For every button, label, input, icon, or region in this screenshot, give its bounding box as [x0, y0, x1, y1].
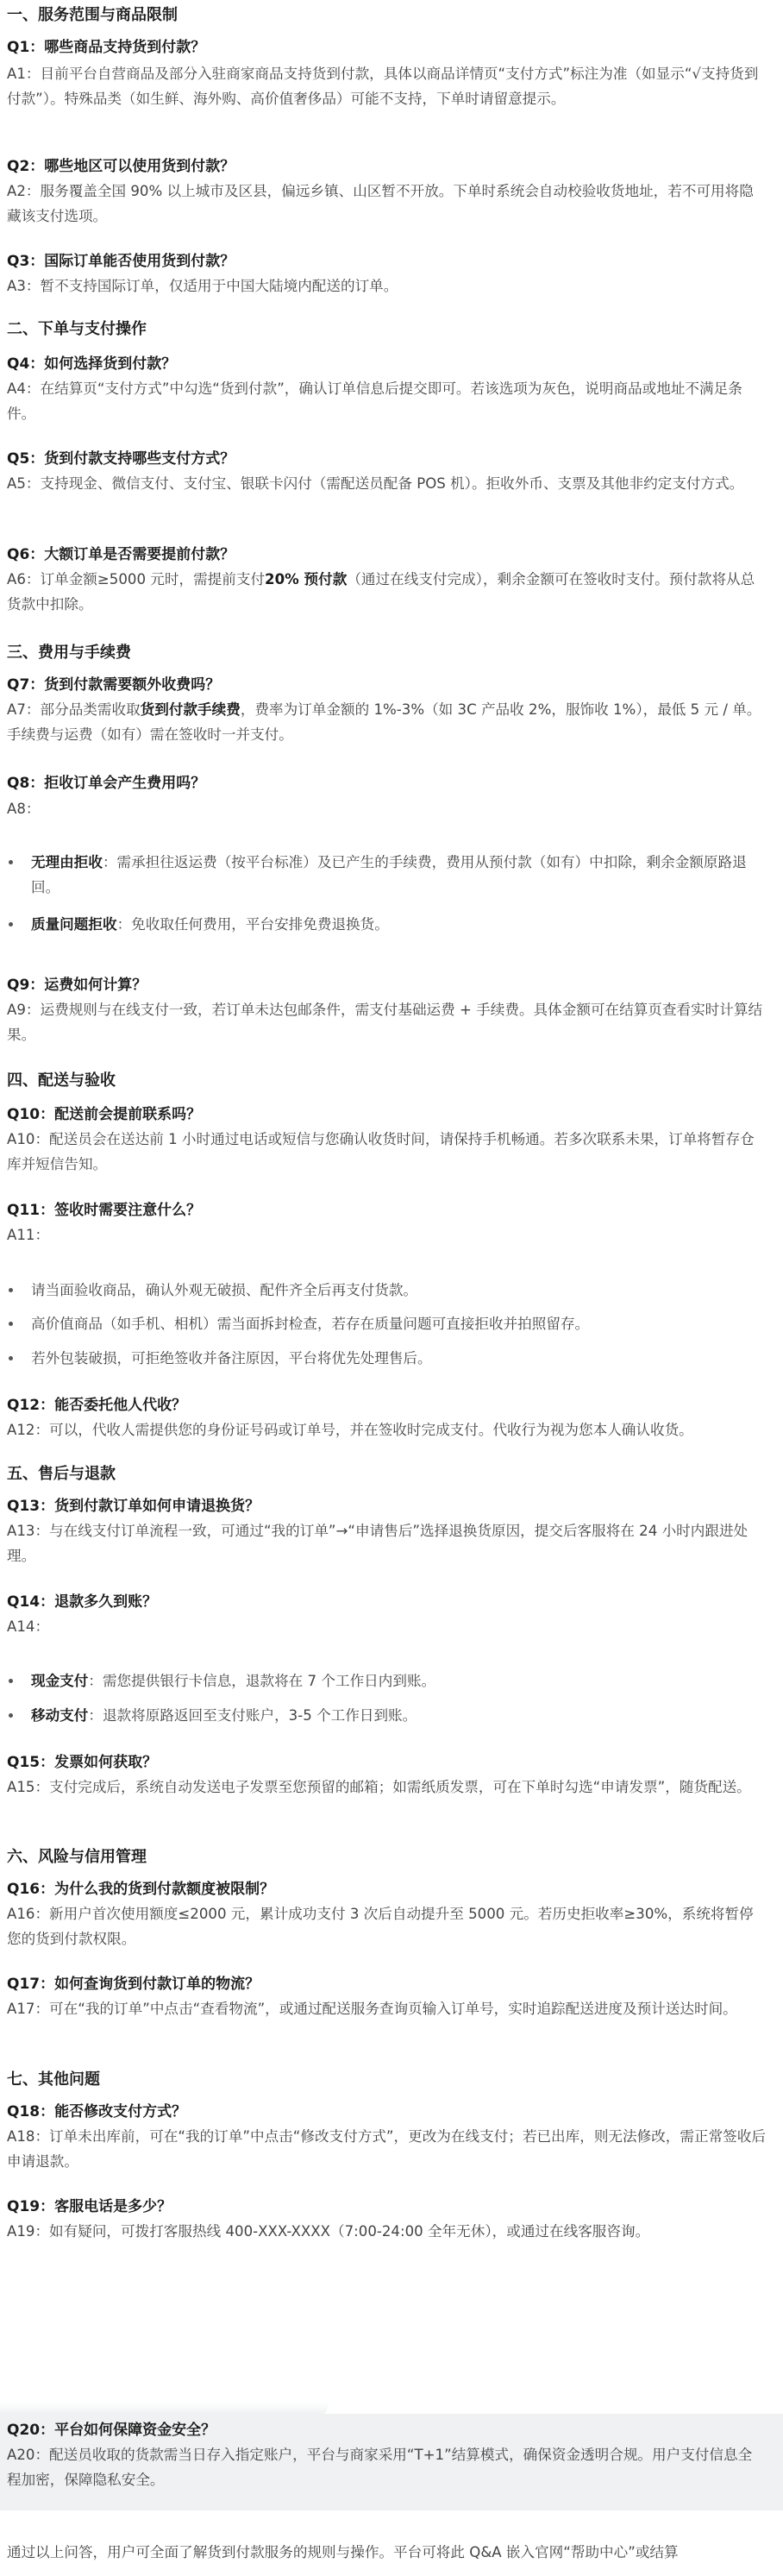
question-q19: Q19：客服电话是多少？ [7, 2198, 172, 2215]
answer-text: A7：部分品类需收取 [7, 701, 141, 718]
list-item [9, 1311, 767, 1336]
list-item-text: ：免收取任何费用，平台安排免费退换货。 [116, 916, 389, 933]
bullet-icon [9, 860, 13, 864]
list-item [9, 1346, 767, 1371]
section-heading: 四、配送与验收 [7, 1071, 116, 1090]
question-q20: Q20：平台如何保障资金安全？ [7, 2422, 216, 2439]
section-heading: 一、服务范围与商品限制 [7, 6, 178, 24]
answer-text: ，费率为订单金额的 1%-3%（如 3C 产品收 2%，服饰收 1%），最低 5 元 / 单。手续费与运费（如有）需在签收时一并支付。 [7, 701, 761, 743]
answer-a11: A11： [7, 1227, 50, 1243]
answer-a9: A9：运费规则与在线支付一致，若订单未达包邮条件，需支付基础运费 + 手续费。具体金额可在结算页查看实时计算结果。 [7, 1002, 763, 1043]
question-q7: Q7：货到付款需要额外收费吗？ [7, 676, 221, 694]
question-q1: Q1：哪些商品支持货到付款？ [7, 39, 206, 56]
answer-a10: A10：配送员会在送达前 1 小时通过电话或短信与您确认收货时间，请保持手机畅通。若多次联系未果，订单将暂存仓库并短信告知。 [7, 1131, 755, 1172]
question-q4: Q4：如何选择货到付款？ [7, 355, 177, 373]
list-item [9, 912, 767, 937]
section-heading: 三、费用与手续费 [7, 644, 131, 662]
answer-a15: A15：支付完成后，系统自动发送电子发票至您预留的邮箱；如需纸质发票，可在下单时勾选“申请发票”，随货配送。 [7, 1779, 751, 1795]
bullet-icon [9, 1322, 13, 1326]
section-heading: 二、下单与支付操作 [7, 320, 147, 338]
section-heading: 五、售后与退款 [7, 1465, 116, 1483]
answer-a6 [7, 567, 766, 617]
list-item [9, 850, 767, 900]
list-item-text: ：退款将原路返回至支付账户，3-5 个工作日到账。 [88, 1707, 417, 1724]
question-q10: Q10：配送前会提前联系吗？ [7, 1106, 202, 1123]
answer-a13: A13：与在线支付订单流程一致，可通过“我的订单”→“申请售后”选择退换货原因，提交后客服将在 24 小时内跟进处理。 [7, 1523, 749, 1564]
answer-a7 [7, 697, 766, 747]
question-q12: Q12：能否委托他人代收？ [7, 1397, 187, 1414]
bullet-icon [9, 1356, 13, 1360]
answer-text: A6：订单金额≥5000 元时，需提前支付 [7, 571, 266, 587]
question-q11: Q11：签收时需要注意什么？ [7, 1202, 202, 1219]
list-item-text: 高价值商品（如手机、相机）需当面拆封检查，若存在质量问题可直接拒收并拍照留存。 [31, 1316, 590, 1332]
list-item [9, 1668, 767, 1693]
footer-text: 通过以上问答，用户可全面了解货到付款服务的规则与操作。平台可将此 Q&A 嵌入官网“帮助中心”或结算 [7, 2544, 679, 2560]
list-item-text: ：需您提供银行卡信息，退款将在 7 个工作日内到账。 [88, 1673, 436, 1689]
bullet-icon [9, 922, 13, 927]
question-q14: Q14：退款多久到账？ [7, 1593, 158, 1611]
answer-a18: A18：订单未出库前，可在“我的订单”中点击“修改支付方式”，更改为在线支付；若已出库，则无法修改，需正常签收后申请退款。 [7, 2128, 766, 2170]
list-item-bold: 移动支付 [31, 1707, 89, 1724]
answer-a4: A4：在结算页“支付方式”中勾选“货到付款”，确认订单信息后提交即可。若该选项为灰色，说明商品或地址不满足条件。 [7, 380, 742, 422]
list-item-text: 请当面验收商品，确认外观无破损、配件齐全后再支付货款。 [31, 1282, 418, 1298]
answer-a20: A20：配送员收取的货款需当日存入指定账户，平台与商家采用“T+1”结算模式，确保资金透明合规。用户支付信息全程加密，保障隐私安全。 [7, 2447, 753, 2488]
bullet-icon [9, 1713, 13, 1718]
question-q2: Q2：哪些地区可以使用货到付款？ [7, 158, 235, 175]
answer-a5: A5：支持现金、微信支付、支付宝、银联卡闪付（需配送员配备 POS 机）。拒收外币、支票及其他非约定支付方式。 [7, 475, 744, 492]
bullet-icon [9, 1288, 13, 1292]
question-q13: Q13：货到付款订单如何申请退换货？ [7, 1498, 260, 1515]
list-item-bold: 无理由拒收 [31, 854, 103, 870]
question-q9: Q9：运费如何计算？ [7, 977, 147, 994]
bullet-icon [9, 1679, 13, 1683]
list-item [9, 1703, 767, 1728]
answer-a14: A14： [7, 1618, 50, 1635]
answer-a16: A16：新用户首次使用额度≤2000 元，累计成功支付 3 次后自动提升至 5000 元。若历史拒收率≥30%，系统将暂停您的货到付款权限。 [7, 1906, 754, 1947]
question-q16: Q16：为什么我的货到付款额度被限制？ [7, 1881, 275, 1898]
answer-a8: A8： [7, 801, 41, 817]
question-q15: Q15：发票如何获取？ [7, 1754, 158, 1771]
answer-bold-text: 20% 预付款 [265, 571, 348, 587]
section-heading: 六、风险与信用管理 [7, 1848, 147, 1866]
answer-a17: A17：可在“我的订单”中点击“查看物流”，或通过配送服务查询页输入订单号，实时追踪配送进度及预计送达时间。 [7, 2001, 737, 2017]
question-q18: Q18：能否修改支付方式？ [7, 2103, 187, 2120]
answer-text: （通过在线支付完成），剩余金额可在签收时支付。预付款将从总货款中扣除。 [7, 571, 755, 613]
section-heading: 七、其他问题 [7, 2070, 100, 2089]
question-q8: Q8：拒收订单会产生费用吗？ [7, 775, 206, 792]
question-q6: Q6：大额订单是否需要提前付款？ [7, 546, 235, 563]
question-q3: Q3：国际订单能否使用货到付款？ [7, 253, 235, 270]
question-q5: Q5：货到付款支持哪些支付方式？ [7, 450, 235, 468]
list-item-text: 若外包装破损，可拒绝签收并备注原因，平台将优先处理售后。 [31, 1350, 432, 1367]
answer-a12: A12：可以，代收人需提供您的身份证号码或订单号，并在签收时完成支付。代收行为视为您本人确认收货。 [7, 1422, 693, 1438]
answer-a3: A3：暂不支持国际订单，仅适用于中国大陆境内配送的订单。 [7, 278, 398, 294]
answer-a1: A1：目前平台自营商品及部分入驻商家商品支持货到付款，具体以商品详情页“支付方式”标注为准（如显示“√支持货到付款”）。特殊品类（如生鲜、海外购、高价值奢侈品）可能不支持，下单时请留意提示。 [7, 66, 759, 107]
question-q17: Q17：如何查询货到付款订单的物流？ [7, 1976, 260, 1993]
answer-a19: A19：如有疑问，可拨打客服热线 400-XXX-XXXX（7:00-24:00 全年无休），或通过在线客服咨询。 [7, 2223, 650, 2240]
list-item-bold: 质量问题拒收 [31, 916, 117, 933]
list-item [9, 1278, 767, 1303]
list-item-text: ：需承担往返运费（按平台标准）及已产生的手续费，费用从预付款（如有）中扣除，剩余金额原路退回。 [31, 854, 747, 895]
answer-bold-text: 货到付款手续费 [140, 701, 241, 718]
list-item-bold: 现金支付 [31, 1673, 89, 1689]
answer-a2: A2：服务覆盖全国 90% 以上城市及区县，偏远乡镇、山区暂不开放。下单时系统会自动校验收货地址，若不可用将隐藏该支付选项。 [7, 183, 754, 224]
